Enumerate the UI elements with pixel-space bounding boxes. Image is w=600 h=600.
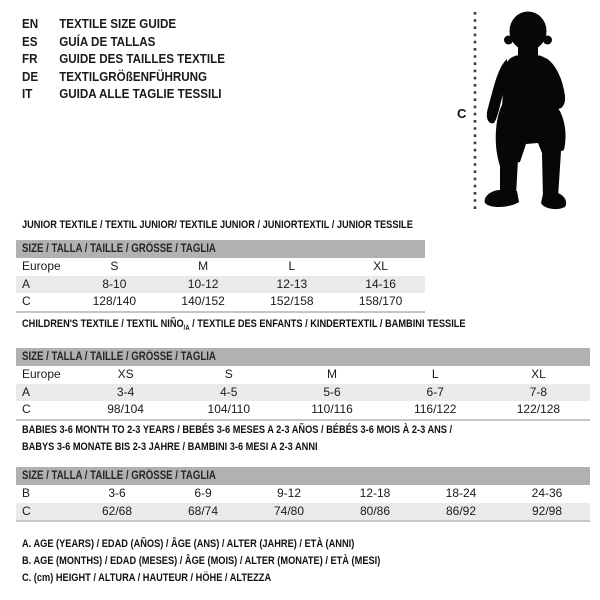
table-row [16,276,425,294]
table-cell: 152/158 [270,294,314,308]
title-subscript: /A [183,325,190,333]
row-label: C [22,294,31,308]
language-code: EN [22,17,39,31]
language-code: DE [22,69,39,84]
toddler-silhouette-icon [485,12,567,210]
table-cell: 12-13 [276,276,308,291]
table-row [16,503,590,521]
table-cell: 140/152 [181,294,225,308]
table-cell: L [431,367,439,382]
table-cell: 68/74 [187,503,219,518]
language-row-it [22,86,225,104]
height-label: C [457,106,467,121]
table-cell: 3-4 [116,384,135,399]
table-cell: 86/92 [445,503,477,518]
language-row-en [22,16,225,34]
legend-line-c [22,570,449,587]
language-row-es [22,34,225,52]
childrens-table-title-text [22,318,466,335]
title-part: CHILDREN'S TEXTILE / TEXTIL NIÑO [22,318,184,330]
language-list [22,16,240,104]
babies-table-title-line1: BABIES 3-6 MONTH TO 2-3 YEARS / BEBÉS 3-6 MESES A 2-3 AÑOS / BÉBÉS 3-6 MOIS À 2-3 ANS / [22,424,453,436]
language-label: GUIDE DES TAILLES TEXTILE [59,52,225,66]
table-cell: 12-18 [359,486,391,500]
table-cell: 104/110 [207,402,251,417]
table-cell: S [224,367,233,382]
table-cell: 5-6 [323,384,341,399]
table-cell: XS [117,367,134,382]
size-header-bar [16,348,590,366]
row-label: C [22,402,31,417]
table-cell: 8-10 [102,276,127,291]
table-cell: 6-7 [426,384,444,399]
legend-text: C. (cm) HEIGHT / ALTURA / HAUTEUR / HÖHE / ALTEZZA [22,572,272,584]
table-cell: 4-5 [220,384,238,399]
table-cell: 122/128 [516,402,561,417]
table-cell: 98/104 [107,402,144,417]
table-cell: 80/86 [359,503,391,518]
row-label: A [22,276,31,291]
row-label: C [22,503,31,518]
table-cell: L [288,259,296,273]
row-label: B [22,486,31,500]
junior-table [16,240,425,313]
language-label: TEXTILGRÖßENFÜHRUNG [59,69,208,84]
table-cell: M [327,367,337,382]
table-cell: XL [373,259,388,273]
size-header-text: SIZE / TALLA / TAILLE / GRÖSSE / TAGLIA [22,351,216,364]
table-cell: 74/80 [273,503,305,518]
table-row [16,485,590,503]
legend-text: A. AGE (YEARS) / EDAD (AÑOS) / ÂGE (ANS) / ALTER (JAHRE) / ETÀ (ANNI) [22,538,355,550]
legend-text: B. AGE (MONTHS) / EDAD (MESES) / ÂGE (MOIS) / ALTER (MONATE) / ETÀ (MESI) [22,555,381,567]
table-cell: 116/122 [413,402,457,417]
babies-table-section [16,422,590,522]
size-header-bar [16,467,590,485]
language-row-fr [22,51,225,69]
table-cell: M [198,259,209,273]
table-cell: 62/68 [101,503,133,518]
table-row [16,293,425,311]
table-cell: 92/98 [531,503,563,518]
table-cell: 110/116 [311,402,353,417]
junior-table-section [16,219,425,313]
table-cell: 24-36 [531,486,563,500]
babies-table-title [22,422,590,456]
legend-line-b [22,553,449,570]
language-code: FR [22,52,38,66]
legend-line-a [22,536,449,553]
table-cell: 158/170 [358,294,403,308]
language-label: GUÍA DE TALLAS [59,34,156,49]
table-row [16,401,590,419]
table-cell: S [110,259,119,273]
junior-table-title [22,219,425,231]
language-code: ES [22,34,38,49]
row-label: Europe [22,367,61,382]
size-header-text: SIZE / TALLA / TAILLE / GRÖSSE / TAGLIA [22,243,216,255]
table-cell: 3-6 [108,486,126,500]
table-cell: 10-12 [187,276,219,291]
language-code: IT [22,87,33,101]
table-row [16,384,590,402]
babies-table [16,467,590,522]
table-row [16,258,425,276]
childrens-table-title [22,318,590,335]
childrens-table-section [16,318,590,421]
language-row-de [22,69,225,87]
table-cell: 14-16 [365,276,396,291]
table-cell: 9-12 [276,486,302,500]
table-cell: 6-9 [194,486,212,500]
height-figure [440,0,600,220]
size-header-text: SIZE / TALLA / TAILLE / GRÖSSE / TAGLIA [22,470,216,482]
babies-table-title-line2: BABYS 3-6 MONATE BIS 2-3 JAHRE / BAMBINI 3-6 MESI A 2-3 ANNI [22,441,318,453]
table-cell: 18-24 [445,486,477,500]
table-row [16,366,590,384]
childrens-table [16,348,590,421]
language-label: TEXTILE SIZE GUIDE [59,17,177,31]
table-cell: XL [531,367,546,382]
row-label: Europe [22,259,61,273]
row-label: A [22,384,31,399]
title-part: / TEXTILE DES ENFANTS / KINDERTEXTIL / BAMBINI TESSILE [189,318,466,330]
size-header-bar [16,240,425,258]
table-cell: 128/140 [92,294,137,308]
junior-table-title-text: JUNIOR TEXTILE / TEXTIL JUNIOR/ TEXTILE JUNIOR / JUNIORTEXTIL / JUNIOR TESSILE [22,219,413,231]
measurement-legend [22,536,449,587]
table-cell: 7-8 [529,384,548,399]
language-label: GUIDA ALLE TAGLIE TESSILI [59,87,222,101]
